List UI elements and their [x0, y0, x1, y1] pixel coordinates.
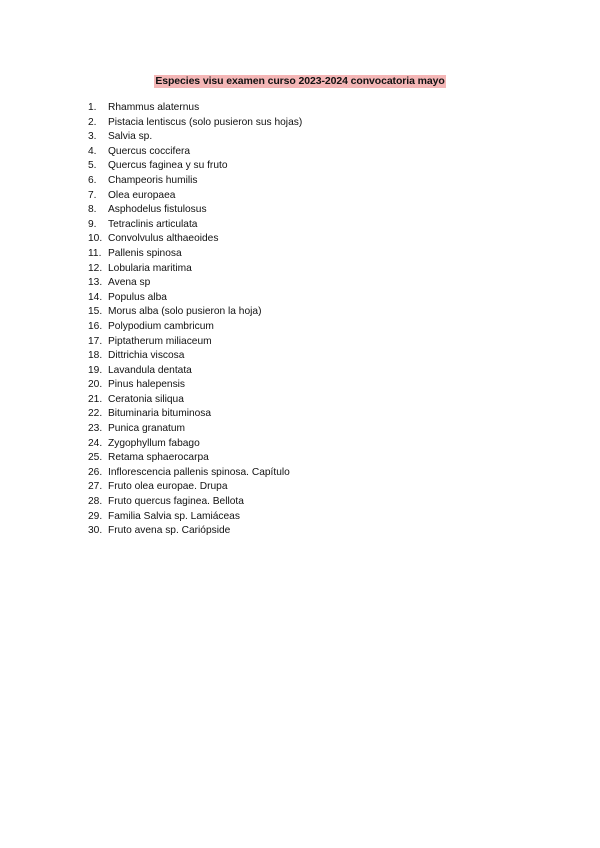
species-list-item	[88, 130, 302, 145]
species-name: Rhammus alaternus	[108, 102, 200, 113]
species-number: 27.	[88, 481, 103, 493]
species-number: 13.	[88, 277, 103, 289]
species-name: Olea europaea	[108, 189, 176, 201]
species-name: Lavandula dentata	[108, 364, 192, 376]
species-name: Asphodelus fistulosus	[108, 204, 207, 216]
species-name: Pinus halepensis	[108, 379, 186, 391]
species-name: Ceratonia siliqua	[108, 393, 184, 405]
species-list-item	[88, 291, 302, 306]
species-list-item	[88, 203, 302, 218]
species-list-item	[88, 378, 302, 393]
species-name: Punica granatum	[108, 423, 186, 435]
species-number: 11.	[88, 247, 102, 259]
species-name: Bituminaria bituminosa	[108, 408, 212, 420]
species-name: Pallenis spinosa	[108, 247, 182, 259]
species-list-item	[88, 174, 302, 189]
species-list-item	[88, 276, 302, 291]
species-number: 12.	[88, 262, 103, 274]
species-number: 25.	[88, 452, 103, 464]
species-name: Avena sp	[108, 277, 151, 289]
species-name: Fruto avena sp. Cariópside	[108, 525, 231, 537]
species-number: 21.	[88, 393, 103, 405]
species-name: Polypodium cambricum	[108, 320, 214, 332]
species-list-item	[88, 335, 302, 350]
species-name: Fruto quercus faginea. Bellota	[108, 496, 244, 508]
species-list-item	[88, 232, 302, 247]
species-list-item	[88, 466, 302, 481]
species-list-item	[88, 422, 302, 437]
species-list-item	[88, 189, 302, 204]
species-list-item	[88, 364, 302, 379]
species-number: 28.	[88, 496, 103, 508]
species-number: 18.	[88, 350, 103, 362]
species-name: Familia Salvia sp. Lamiáceas	[108, 510, 240, 522]
species-number: 20.	[88, 379, 103, 391]
species-name: Quercus faginea y su fruto	[108, 160, 228, 172]
species-list-item	[88, 437, 302, 452]
species-number: 30.	[88, 525, 103, 537]
species-name: Populus alba	[108, 291, 167, 303]
title-container	[0, 71, 600, 89]
species-name: Convolvulus althaeoides	[108, 233, 219, 245]
species-list-item	[88, 305, 302, 320]
species-name: Quercus coccifera	[108, 145, 191, 157]
species-list-item	[88, 159, 302, 174]
species-list-item	[88, 218, 302, 233]
species-list	[88, 101, 302, 539]
species-number: 2.	[88, 116, 97, 128]
species-name: Tetraclinis articulata	[108, 218, 198, 230]
species-list-item	[88, 480, 302, 495]
species-name: Retama sphaerocarpa	[108, 452, 209, 464]
species-list-item	[88, 393, 302, 408]
species-name: Piptatherum miliaceum	[108, 335, 212, 347]
species-name: Lobularia maritima	[108, 262, 192, 274]
species-number: 7.	[88, 189, 97, 201]
species-number: 26.	[88, 466, 103, 478]
species-number: 19.	[88, 364, 103, 376]
species-list-item	[88, 349, 302, 364]
species-list-item	[88, 145, 302, 160]
page-title: Especies visu examen curso 2023-2024 convocatoria mayo	[155, 75, 445, 87]
species-number: 24.	[88, 437, 103, 449]
species-name: Champeoris humilis	[108, 174, 198, 186]
species-name: Salvia sp.	[108, 131, 153, 143]
species-name: Morus alba (solo pusieron la hoja)	[108, 306, 262, 318]
species-name: Pistacia lentiscus (solo pusieron sus hojas)	[108, 116, 303, 128]
species-list-item	[88, 320, 302, 335]
species-list-item	[88, 495, 302, 510]
species-list-item	[88, 407, 302, 422]
species-number: 15.	[88, 306, 103, 318]
species-number: 5.	[88, 160, 97, 172]
species-name: Zygophyllum fabago	[108, 437, 200, 449]
species-number: 22.	[88, 408, 103, 420]
species-list-item	[88, 510, 302, 525]
species-number: 10.	[88, 233, 103, 245]
species-number: 23.	[88, 423, 103, 435]
species-number: 16.	[88, 320, 103, 332]
species-number: 4.	[88, 145, 97, 157]
species-list-item	[88, 101, 302, 116]
species-list-item	[88, 524, 302, 539]
species-list-item	[88, 262, 302, 277]
species-name: Inflorescencia pallenis spinosa. Capítulo	[108, 466, 290, 478]
species-number: 29.	[88, 510, 103, 522]
species-number: 8.	[88, 204, 97, 216]
species-number: 14.	[88, 291, 103, 303]
species-number: 6.	[88, 174, 97, 186]
species-name: Dittrichia viscosa	[108, 350, 185, 362]
species-number: 1.	[88, 102, 97, 113]
species-list-item	[88, 247, 302, 262]
species-number: 9.	[88, 218, 97, 230]
species-number: 17.	[88, 335, 103, 347]
species-name: Fruto olea europae. Drupa	[108, 481, 228, 493]
species-list-item	[88, 451, 302, 466]
species-number: 3.	[88, 131, 97, 143]
species-list-item	[88, 116, 302, 131]
